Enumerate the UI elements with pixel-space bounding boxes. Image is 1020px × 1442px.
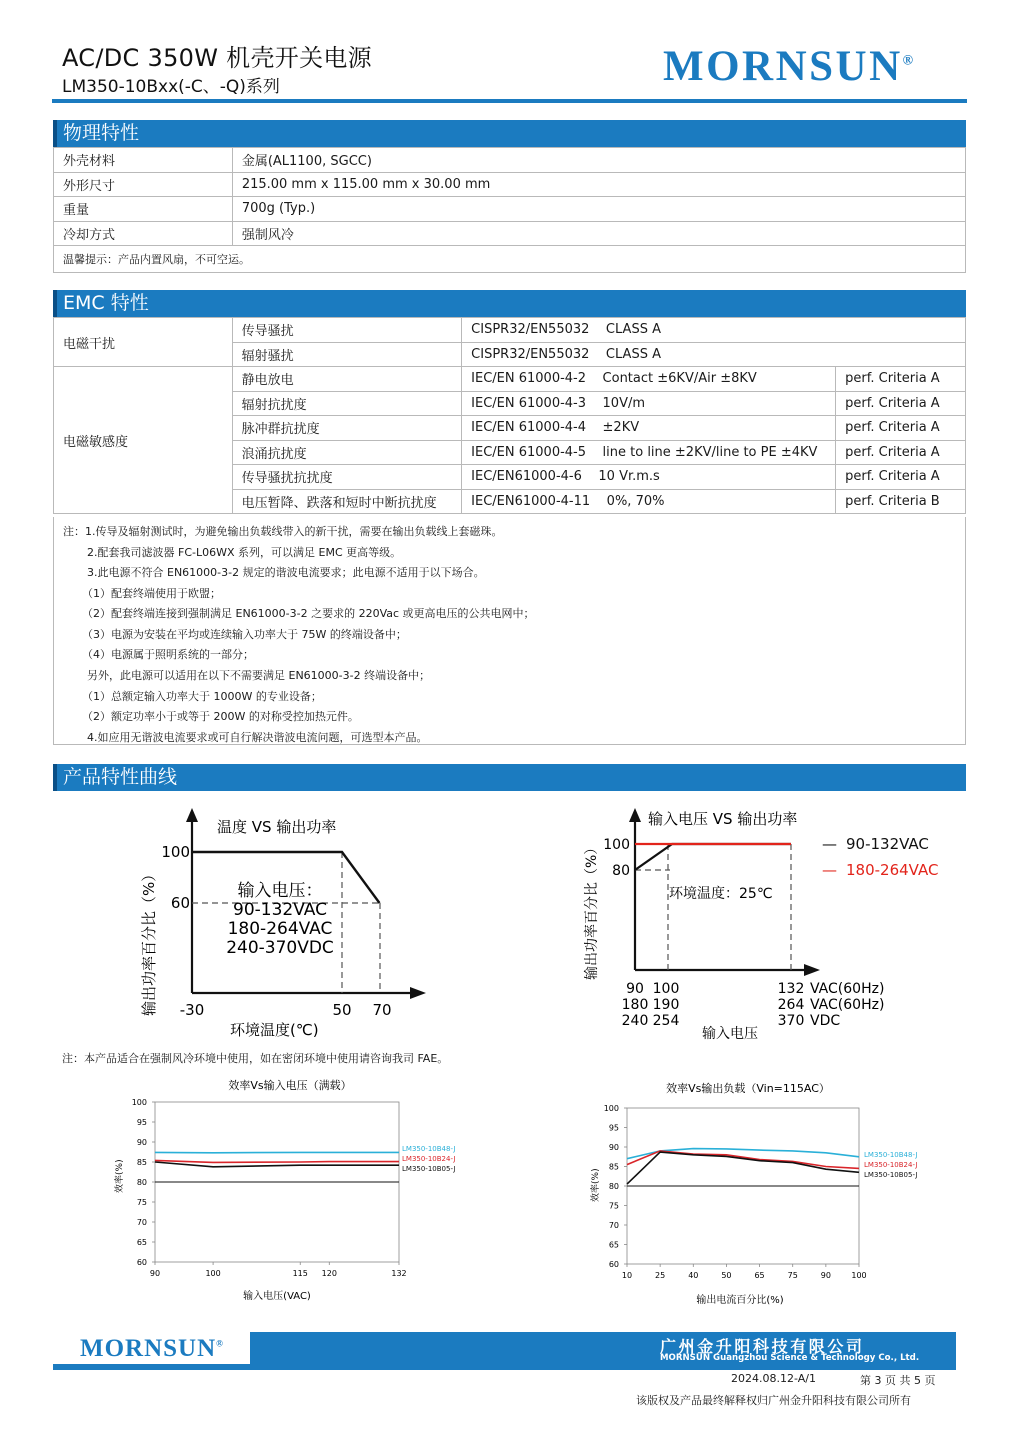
x-tick-label: 50 bbox=[332, 1001, 352, 1019]
emc-item: 辐射骚扰 bbox=[232, 342, 462, 367]
physical-table bbox=[53, 147, 966, 273]
x-tick-label: 90 bbox=[820, 1271, 831, 1280]
y-tick-label: 65 bbox=[136, 1238, 147, 1247]
y-tick-label: 60 bbox=[136, 1258, 147, 1267]
emc-criteria: perf. Criteria A bbox=[836, 440, 966, 465]
x-tick-label: 90 bbox=[149, 1269, 161, 1278]
emc-item: 脉冲群抗扰度 bbox=[232, 416, 462, 441]
x-tick-label: 264 bbox=[777, 997, 805, 1013]
footer-rule bbox=[53, 1364, 956, 1370]
legend-label: LM350-10B24-J bbox=[402, 1155, 456, 1163]
chart-title: 温度 VS 输出功率 bbox=[217, 818, 337, 836]
x-tick-label: 100 bbox=[652, 981, 680, 997]
x-tick-unit: VAC(60Hz) bbox=[810, 981, 885, 997]
y-axis-label: 效率(%) bbox=[115, 1159, 125, 1193]
emc-standard: CISPR32/EN55032 CLASS A bbox=[462, 342, 966, 367]
input-voltage-label: 输入电压： bbox=[237, 881, 323, 901]
efficiency-vs-output-load-chart bbox=[570, 1078, 960, 1308]
emi-group-label: 电磁干扰 bbox=[54, 318, 233, 367]
y-tick-label: 75 bbox=[608, 1201, 619, 1211]
section-physical-heading: 物理特性 bbox=[53, 120, 966, 147]
chart-title: 效率Vs输出负载（Vin=115AC） bbox=[666, 1082, 830, 1095]
row-value: 215.00 mm x 115.00 mm x 30.00 mm bbox=[232, 172, 965, 197]
legend-label: LM350-10B48-J bbox=[402, 1145, 456, 1153]
x-tick-label: 180 bbox=[621, 997, 649, 1013]
x-tick-label: 25 bbox=[655, 1271, 666, 1280]
x-tick-label: 132 bbox=[391, 1269, 407, 1278]
series-b24-line bbox=[155, 1160, 399, 1162]
legend-label: LM350-10B05-J bbox=[864, 1171, 918, 1179]
y-tick-label: 70 bbox=[136, 1218, 147, 1227]
legend-marker: — bbox=[822, 835, 837, 853]
series-90-132vac-line bbox=[635, 844, 791, 870]
x-tick-label: 75 bbox=[787, 1271, 798, 1280]
y-tick-label: 95 bbox=[608, 1123, 619, 1133]
y-tick-label: 70 bbox=[608, 1221, 619, 1230]
x-tick-label: 240 bbox=[621, 1013, 649, 1029]
x-tick-label: 115 bbox=[292, 1269, 308, 1278]
y-tick-label: 85 bbox=[608, 1162, 619, 1172]
table-row bbox=[54, 318, 966, 343]
y-tick-label: 90 bbox=[608, 1143, 619, 1152]
legend-label: 180-264VAC bbox=[846, 861, 939, 879]
ems-group-label: 电磁敏感度 bbox=[54, 367, 233, 514]
x-tick-label: 70 bbox=[372, 1001, 392, 1019]
chart-title: 效率Vs输入电压（满载） bbox=[228, 1079, 352, 1092]
x-tick-label: 50 bbox=[721, 1271, 732, 1280]
row-label: 外壳材料 bbox=[54, 148, 233, 173]
emc-item: 静电放电 bbox=[232, 367, 462, 392]
emc-criteria: perf. Criteria A bbox=[836, 416, 966, 441]
registered-mark: ® bbox=[902, 53, 914, 69]
emc-standard: IEC/EN 61000-4-4 ±2KV bbox=[462, 416, 836, 441]
legend-label: LM350-10B48-J bbox=[864, 1151, 918, 1159]
table-row bbox=[54, 172, 966, 197]
y-tick-label: 80 bbox=[612, 863, 630, 879]
legend-label: LM350-10B05-J bbox=[402, 1165, 456, 1173]
emc-criteria: perf. Criteria B bbox=[836, 489, 966, 514]
x-tick-unit: VAC(60Hz) bbox=[810, 997, 885, 1013]
footer-logo bbox=[80, 1335, 224, 1363]
emc-note-line: （1）配套终端使用于欧盟； bbox=[82, 587, 221, 600]
x-tick-label: 65 bbox=[754, 1271, 765, 1280]
x-tick-unit: VDC bbox=[810, 1013, 841, 1029]
legend-marker: — bbox=[822, 861, 837, 879]
x-axis-label: 输出电流百分比(%) bbox=[696, 1295, 784, 1306]
emc-note-line: （2）额定功率小于或等于 200W 的对称受控加热元件。 bbox=[82, 710, 359, 723]
series-b24-line bbox=[627, 1151, 859, 1169]
row-value: 强制风冷 bbox=[232, 221, 965, 246]
y-tick-label: 65 bbox=[608, 1240, 619, 1250]
y-tick-label: 100 bbox=[603, 1104, 619, 1113]
emc-table bbox=[53, 317, 966, 514]
x-tick-label: 120 bbox=[321, 1269, 337, 1278]
table-row bbox=[54, 367, 966, 392]
table-row bbox=[54, 197, 966, 222]
brand-logo bbox=[663, 42, 913, 91]
row-label: 冷却方式 bbox=[54, 221, 233, 246]
emc-note-line: （2）配套终端连接到强制满足 EN61000-3-2 之要求的 220Vac 或更高电压的公共电网中； bbox=[82, 607, 535, 620]
page-number: 第 3 页 共 5 页 bbox=[860, 1374, 936, 1387]
table-row bbox=[54, 148, 966, 173]
row-value: 金属(AL1100, SGCC) bbox=[232, 148, 965, 173]
copyright-notice: 该版权及产品最终解释权归广州金升阳科技有限公司所有 bbox=[636, 1394, 911, 1407]
y-axis-arrow bbox=[629, 808, 641, 822]
section-curves-heading: 产品特性曲线 bbox=[53, 764, 966, 791]
x-tick-label: 132 bbox=[777, 981, 805, 997]
x-axis-label: 环境温度(℃) bbox=[230, 1021, 319, 1039]
y-tick-label: 100 bbox=[603, 837, 630, 853]
y-axis-label: 输出功率百分比（%） bbox=[584, 840, 600, 980]
emc-note-line: （1）总额定输入功率大于 1000W 的专业设备； bbox=[82, 690, 322, 703]
row-value: 700g (Typ.) bbox=[232, 197, 965, 222]
document-title: AC/DC 350W 机壳开关电源 bbox=[62, 44, 372, 72]
footer-logo-text: MORNSUN bbox=[80, 1335, 217, 1362]
header-rule bbox=[52, 99, 967, 103]
revision-date: 2024.08.12-A/1 bbox=[731, 1372, 816, 1385]
y-tick-label: 100 bbox=[131, 1098, 147, 1107]
emc-standard: IEC/EN 61000-4-2 Contact ±6KV/Air ±8KV bbox=[462, 367, 836, 392]
company-name-cn: 广州金升阳科技有限公司 bbox=[660, 1337, 865, 1356]
row-label: 外形尺寸 bbox=[54, 172, 233, 197]
x-tick-label: 10 bbox=[621, 1271, 633, 1280]
registered-mark: ® bbox=[216, 1338, 224, 1349]
brand-logo-text: MORNSUN bbox=[663, 43, 903, 90]
y-tick-label: 95 bbox=[136, 1118, 147, 1127]
table-row bbox=[54, 246, 966, 273]
legend-label: 90-132VAC bbox=[846, 835, 929, 853]
derating-voltage-chart bbox=[570, 800, 970, 1050]
input-range: 240-370VDC bbox=[226, 938, 334, 958]
emc-standard: IEC/EN61000-4-6 10 Vr.m.s bbox=[462, 465, 836, 490]
emc-standard: IEC/EN61000-4-11 0%, 70% bbox=[462, 489, 836, 514]
x-tick-label: 254 bbox=[652, 1013, 680, 1029]
emc-criteria: perf. Criteria A bbox=[836, 391, 966, 416]
emc-item: 电压暂降、跌落和短时中断抗扰度 bbox=[232, 489, 462, 514]
x-tick-label: -30 bbox=[179, 1001, 205, 1019]
emc-standard: IEC/EN 61000-4-5 line to line ±2KV/line to PE ±4KV bbox=[462, 440, 836, 465]
y-tick-label: 80 bbox=[136, 1178, 147, 1187]
row-label: 重量 bbox=[54, 197, 233, 222]
y-tick-label: 80 bbox=[608, 1182, 619, 1191]
section-emc-heading: EMC 特性 bbox=[53, 290, 966, 317]
chart-title: 输入电压 VS 输出功率 bbox=[648, 810, 798, 828]
emc-note-line: 4.如应用无谐波电流要求或可自行解决谐波电流问题，可选型本产品。 bbox=[87, 731, 428, 744]
legend-label: LM350-10B24-J bbox=[864, 1161, 918, 1169]
emc-criteria: perf. Criteria A bbox=[836, 367, 966, 392]
x-tick-label: 40 bbox=[688, 1271, 699, 1280]
company-name-en: MORNSUN Guangzhou Science & Technology Co., Ltd. bbox=[660, 1353, 920, 1363]
y-axis-label: 效率(%) bbox=[591, 1168, 601, 1202]
x-axis-arrow bbox=[804, 964, 820, 976]
emc-item: 辐射抗扰度 bbox=[232, 391, 462, 416]
y-tick-label: 75 bbox=[136, 1198, 147, 1207]
input-range: 90-132VAC bbox=[233, 900, 327, 920]
y-axis-arrow bbox=[186, 808, 198, 822]
x-axis-label: 输入电压 bbox=[702, 1026, 758, 1042]
emc-note-line: 2.配套我司滤波器 FC-L06WX 系列，可以满足 EMC 更高等级。 bbox=[87, 546, 402, 559]
y-tick-label: 60 bbox=[170, 894, 190, 912]
input-range: 180-264VAC bbox=[227, 919, 333, 939]
y-axis-label: 输出功率百分比（%） bbox=[140, 866, 158, 1016]
curves-note: 注：本产品适合在强制风冷环境中使用，如在密闭环境中使用请咨询我司 FAE。 bbox=[62, 1052, 449, 1065]
emc-standard: CISPR32/EN55032 CLASS A bbox=[462, 318, 966, 343]
emc-criteria: perf. Criteria A bbox=[836, 465, 966, 490]
x-tick-label: 90 bbox=[626, 981, 644, 997]
emc-item: 传导骚扰抗扰度 bbox=[232, 465, 462, 490]
emc-item: 浪涌抗扰度 bbox=[232, 440, 462, 465]
table-row bbox=[54, 221, 966, 246]
emc-note-line: 3.此电源不符合 EN61000-3-2 规定的谐波电流要求；此电源不适用于以下场合。 bbox=[87, 566, 485, 579]
emc-note-line: 注：1.传导及辐射测试时，为避免输出负载线带入的新干扰，需要在输出负载线上套磁珠。 bbox=[63, 525, 503, 538]
emc-note-line: （3）电源为安装在平均或连续输入功率大于 75W 的终端设备中； bbox=[82, 628, 407, 641]
physical-note: 温馨提示：产品内置风扇，不可空运。 bbox=[54, 246, 966, 273]
emc-item: 传导骚扰 bbox=[232, 318, 462, 343]
series-subtitle: LM350-10Bxx(-C、-Q)系列 bbox=[62, 77, 280, 97]
y-tick-label: 90 bbox=[136, 1138, 147, 1147]
y-tick-label: 85 bbox=[136, 1158, 147, 1167]
emc-note-line: 另外，此电源可以适用在以下不需要满足 EN61000-3-2 终端设备中； bbox=[87, 669, 431, 682]
ambient-temp-note: 环境温度：25℃ bbox=[669, 886, 773, 902]
efficiency-vs-input-voltage-chart bbox=[100, 1075, 490, 1305]
y-tick-label: 60 bbox=[608, 1260, 619, 1269]
emc-notes bbox=[53, 517, 966, 745]
x-tick-label: 100 bbox=[205, 1269, 221, 1278]
emc-standard: IEC/EN 61000-4-3 10V/m bbox=[462, 391, 836, 416]
emc-note-line: （4）电源属于照明系统的一部分； bbox=[82, 648, 254, 661]
derating-temperature-chart bbox=[130, 800, 460, 1045]
x-tick-label: 370 bbox=[777, 1013, 805, 1029]
x-tick-label: 190 bbox=[652, 997, 680, 1013]
x-axis-arrow bbox=[410, 987, 426, 999]
x-tick-label: 100 bbox=[851, 1271, 867, 1280]
x-axis-label: 输入电压(VAC) bbox=[243, 1291, 311, 1302]
y-tick-label: 100 bbox=[161, 843, 190, 861]
